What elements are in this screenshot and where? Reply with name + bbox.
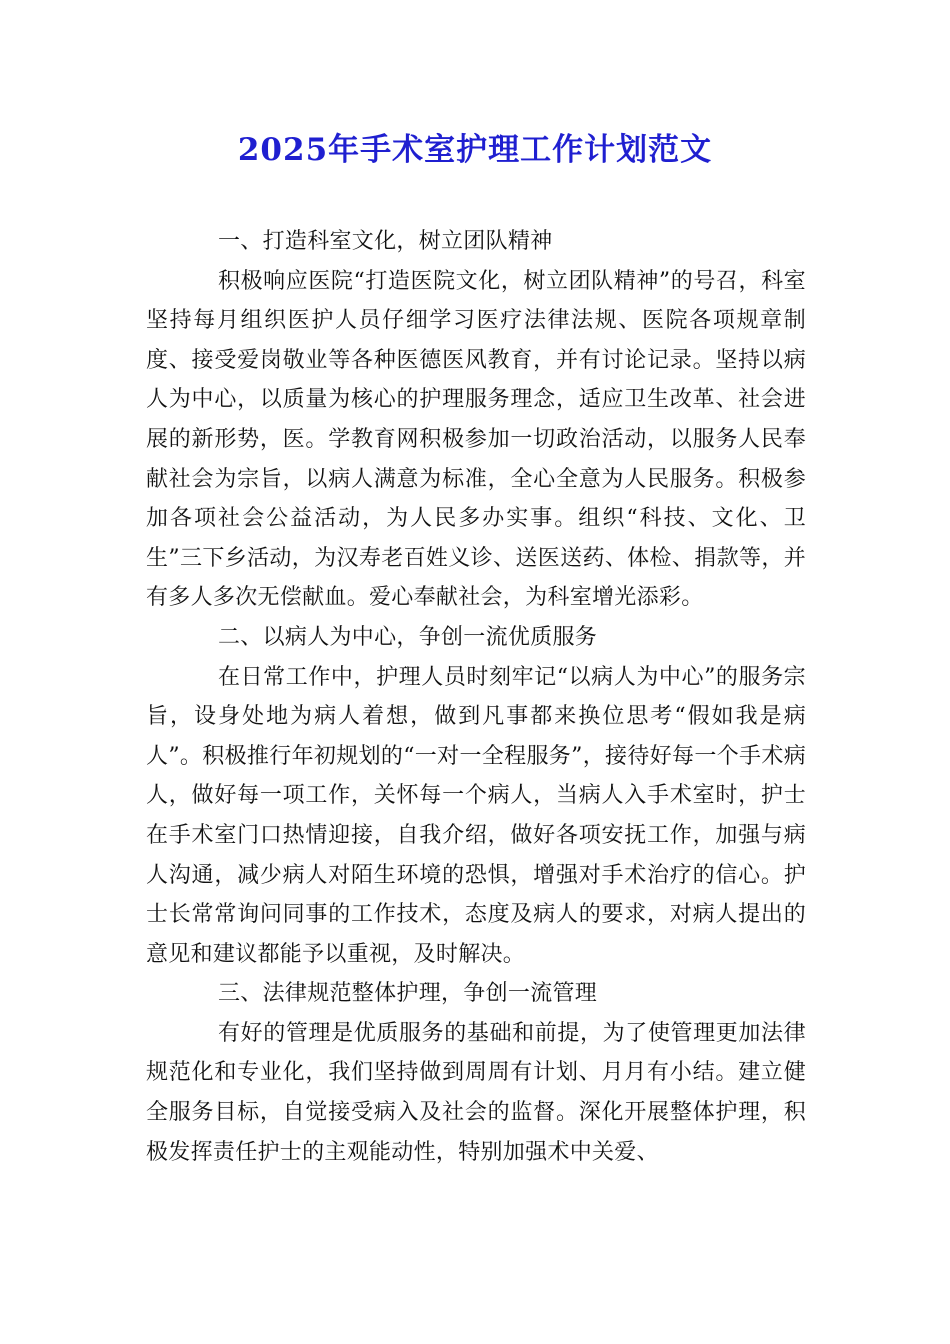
section-paragraph: 有好的管理是优质服务的基础和前提，为了使管理更加法律规范化和专业化，我们坚持做到周周有计划、月月有小结。建立健全服务目标，自觉接受病入及社会的监督。深化开展整体护理，积极发挥责任护士的主观能动性，特别加强术中关爱、 (146, 1020, 806, 1165)
section-paragraph: 积极响应医院“打造医院文化，树立团队精神”的号召，科室坚持每月组织医护人员仔细学习医疗法律法规、医院各项规章制度、接受爱岗敬业等各种医德医风教育，并有讨论记录。坚持以病人为中心，以质量为核心的护理服务理念，适应卫生改革、社会进展的新形势，医。学教育网积极参加一切政治活动，以服务人民奉献社会为宗旨，以病人满意为标准，全心全意为人民服务。积极参加各项社会公益活动，为人民多办实事。组织“科技、文化、卫生”三下乡活动，为汉寿老百姓义诊、送医送药、体检、捐款等，并有多人多次无偿献血。爱心奉献社会，为科室增光添彩。 (146, 268, 806, 611)
document-body (146, 222, 806, 1172)
section-heading: 三、法律规范整体护理，争创一流管理 (218, 981, 598, 1007)
document-title: 2025年手术室护理工作计划范文 (237, 132, 713, 168)
section-heading: 一、打造科室文化，树立团队精神 (218, 229, 553, 254)
section-heading: 二、以病人为中心，争创一流优质服务 (218, 624, 598, 650)
section-paragraph: 在日常工作中，护理人员时刻牢记“以病人为中心”的服务宗旨，设身处地为病人着想，做到凡事都来换位思考“假如我是病人”。积极推行年初规划的“一对一全程服务”，接待好每一个手术病人，做好每一项工作，关怀每一个病人，当病人入手术室时，护士在手术室门口热情迎接，自我介绍，做好各项安抚工作，加强与病人沟通，减少病人对陌生环境的恐惧，增强对手术治疗的信心。护士长常常询问同事的工作技术，态度及病人的要求，对病人提出的意见和建议都能予以重视，及时解决。 (146, 664, 806, 967)
